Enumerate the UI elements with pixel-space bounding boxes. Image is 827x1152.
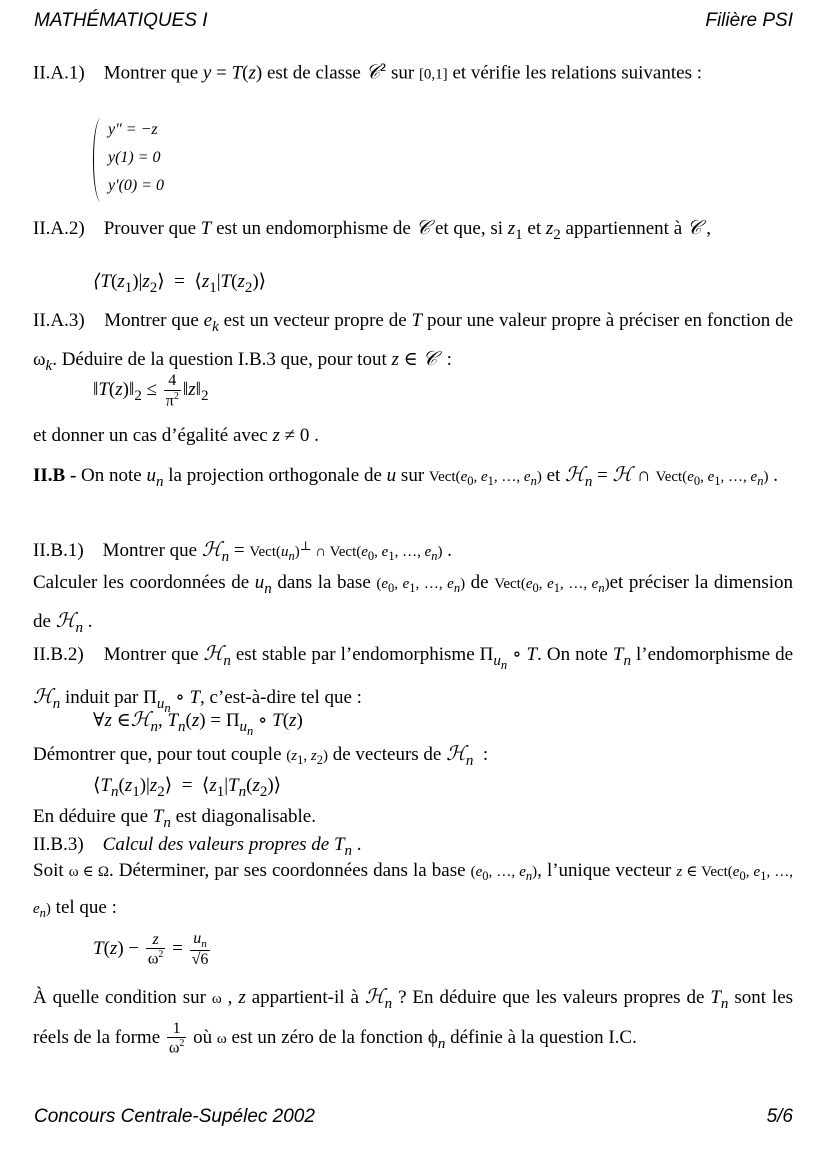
formula-norm-inequality: $‖T(z)‖_2$ ≤ $\frac{4}{\pi^2}$ $‖z‖_2$: [93, 372, 209, 409]
question-IIA2: II.A.2) Prouver que T est un endomorphisme de 𝒞 et que, si $z_1$ et $z_2$ appartiennent à 𝒞 ,: [33, 215, 711, 243]
header-track: Filière PSI: [705, 10, 793, 31]
question-label: II.B.3): [33, 834, 84, 855]
question-IIB3-body: Soit ω ∈ Ω. Déterminer, par ses coordonnées dans la base ($e_0$, …, $e_n$), l’unique vecteur z ∈ $Vect(e_0$, $e_1$, …, $e_n$) tel que :: [33, 860, 794, 920]
question-IIB2: II.B.2) Montrer que ℋ$_n$ est stable par l’endomorphisme $\Pi_{u_n}$ ∘ T. On note $T_n$ l’endomorphisme de ℋ$_n$ induit par $\Pi_{u_n}$ ∘ T, c’est-à-dire tel que :: [33, 641, 794, 715]
question-label: II.A.2): [33, 218, 85, 239]
footer-competition: Concours Centrale-Supélec 2002: [34, 1106, 315, 1127]
formula-symmetric: $⟨T(z_1)|z_2⟩$ = $⟨z_1|T(z_2)⟩$: [93, 271, 267, 296]
system-brace: [93, 118, 102, 202]
question-label: II.B.1): [33, 540, 84, 561]
question-IIB1-coords: Calculer les coordonnées de $u_n$ dans la base ($e_0$, $e_1$, …, $e_n$) de $Vect(e_0$, $e_1$, …, $e_n)et$ préciser la dimension de ℋ$_n$ .: [33, 572, 794, 636]
system-line-3: y′(0) = 0: [108, 177, 165, 194]
page-number: 5/6: [766, 1106, 793, 1127]
question-label: II.B.2): [33, 644, 84, 665]
question-label: II.A.3): [33, 310, 85, 331]
question-IIB2-couple: Démontrer que, pour tout couple ($z_1$, $z_2$) de vecteurs de ℋ$_n$ :: [33, 741, 489, 769]
question-IIB: II.B - On note $u_n$ la projection orthogonale de u sur $Vect(e_0$, $e_1$, …, $e_n$) et ℋ$_n$ = ℋ ∩ $Vect(e_0$, $e_1$, …, $e_n$) .: [33, 462, 778, 490]
system-line-2: y(1) = 0: [108, 149, 161, 166]
question-IIB3-condition: À quelle condition sur ω , z appartient-il à ℋ$_n$ ? En déduire que les valeurs propres de $T_n$ sont les réels de la forme $\frac{1}{\omega^2}$ où ω est un zéro de la fonction $\phi_n$ définie à la question I.C.: [33, 984, 794, 1057]
question-IIB1: II.B.1) Montrer que ℋ$_n$ = $Vect(u_n)^\perp$ ∩ $Vect(e_0$, $e_1$, …, $e_n$) .: [33, 537, 452, 565]
question-IIB3: II.B.3) Calcul des valeurs propres de $T_n$ .: [33, 834, 362, 859]
question-label: II.A.1): [33, 62, 85, 84]
formula-Tn-definition: ∀z ∈ℋ$_n$, $T_n(z) = \Pi_{u_n}$ ∘ T(z): [93, 707, 303, 738]
header-title: MATHÉMATIQUES I: [34, 10, 208, 31]
formula-Tn-symmetric: $⟨T_n(z_1)|z_2⟩$ = $⟨z_1|T_n(z_2)⟩$: [93, 775, 282, 800]
question-IIA3: II.A.3) Montrer que $e_k$ est un vecteur propre de T pour une valeur propre à préciser en fonction de $\omega_k$. Déduire de la question I.B.3 que, pour tout z ∈ 𝒞 :: [33, 310, 793, 374]
system-line-1: y″ = −z: [108, 121, 158, 138]
section-label: II.B -: [33, 465, 77, 486]
question-IIA1: II.A.1) Montrer que y = T(z) est de classe 𝒞$^2$ sur [0,1] et vérifie les relations suivantes :: [33, 59, 702, 84]
equality-case-text: et donner un cas d’égalité avec z ≠ 0 .: [33, 425, 319, 446]
question-IIB2-diag: En déduire que $T_n$ est diagonalisable.: [33, 806, 316, 831]
formula-eigen-equation: T(z) − $\frac{z}{\omega^2}$ = $\frac{u_n}{√6}$: [93, 930, 209, 969]
